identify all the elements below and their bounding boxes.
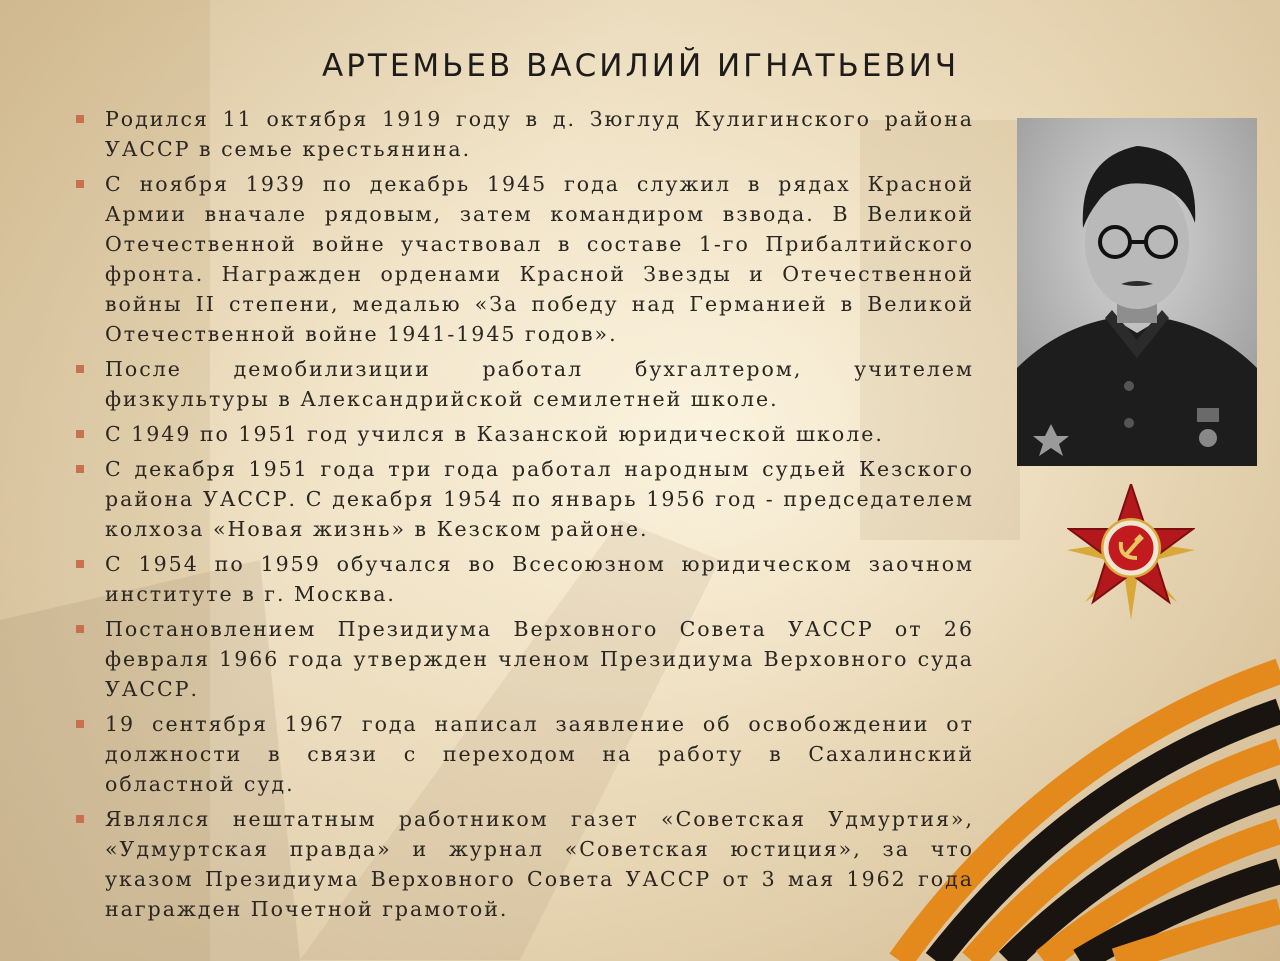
list-item bbox=[74, 169, 974, 349]
list-item bbox=[74, 104, 974, 164]
bullet-icon bbox=[76, 365, 84, 373]
list-item bbox=[74, 419, 974, 449]
bullet-icon bbox=[76, 465, 84, 473]
list-item-text: С декабря 1951 года три года работал народным судьей Кезского района УАССР. С декабря 1954 по январь 1956 год - председателем колхоза «Новая жизнь» в Кезском районе. bbox=[105, 457, 974, 541]
bullet-icon bbox=[76, 430, 84, 438]
list-item-text: 19 сентября 1967 года написал заявление об освобождении от должности в связи с переходом на работу в Сахалинский областной суд. bbox=[105, 712, 974, 796]
list-item bbox=[74, 614, 974, 704]
list-item bbox=[74, 454, 974, 544]
list-item-text: Являлся нештатным работником газет «Советская Удмуртия», «Удмуртская правда» и журнал «Советская юстиция», за что указом Президиума Верховного Совета УАССР от 3 мая 1962 года награжден Почетной грамотой. bbox=[105, 807, 974, 921]
bullet-icon bbox=[76, 560, 84, 568]
list-item bbox=[74, 354, 974, 414]
biography-list bbox=[74, 104, 974, 929]
list-item-text: После демобилизиции работал бухгалтером, учителем физкультуры в Александрийской семилетней школе. bbox=[105, 357, 974, 411]
bullet-icon bbox=[76, 180, 84, 188]
list-item-text: С 1954 по 1959 обучался во Всесоюзном юридическом заочном институте в г. Москва. bbox=[105, 552, 974, 606]
bullet-icon bbox=[76, 720, 84, 728]
list-item bbox=[74, 804, 974, 924]
order-of-patriotic-war-icon bbox=[1067, 484, 1195, 620]
bullet-icon bbox=[76, 815, 84, 823]
bullet-icon bbox=[76, 625, 84, 633]
portrait-photo bbox=[1017, 118, 1257, 466]
list-item-text: Постановлением Президиума Верховного Совета УАССР от 26 февраля 1966 года утвержден членом Президиума Верховного суда УАССР. bbox=[105, 617, 974, 701]
list-item-text: Родился 11 октября 1919 году в д. Зюглуд Кулигинского района УАССР в семье крестьянина. bbox=[105, 107, 974, 161]
page-title: АРТЕМЬЕВ ВАСИЛИЙ ИГНАТЬЕВИЧ bbox=[322, 48, 960, 84]
list-item bbox=[74, 709, 974, 799]
bullet-icon bbox=[76, 115, 84, 123]
list-item bbox=[74, 549, 974, 609]
list-item-text: С ноября 1939 по декабрь 1945 года служил в рядах Красной Армии вначале рядовым, затем командиром взвода. В Великой Отечественной войне участвовал в составе 1-го Прибалтийского фронта. Награжден орденами Красной Звезды и Отечественной войны II степени, медалью «За победу над Германией в Великой Отечественной войне 1941-1945 годов». bbox=[105, 172, 974, 346]
list-item-text: С 1949 по 1951 год учился в Казанской юридической школе. bbox=[105, 422, 884, 446]
